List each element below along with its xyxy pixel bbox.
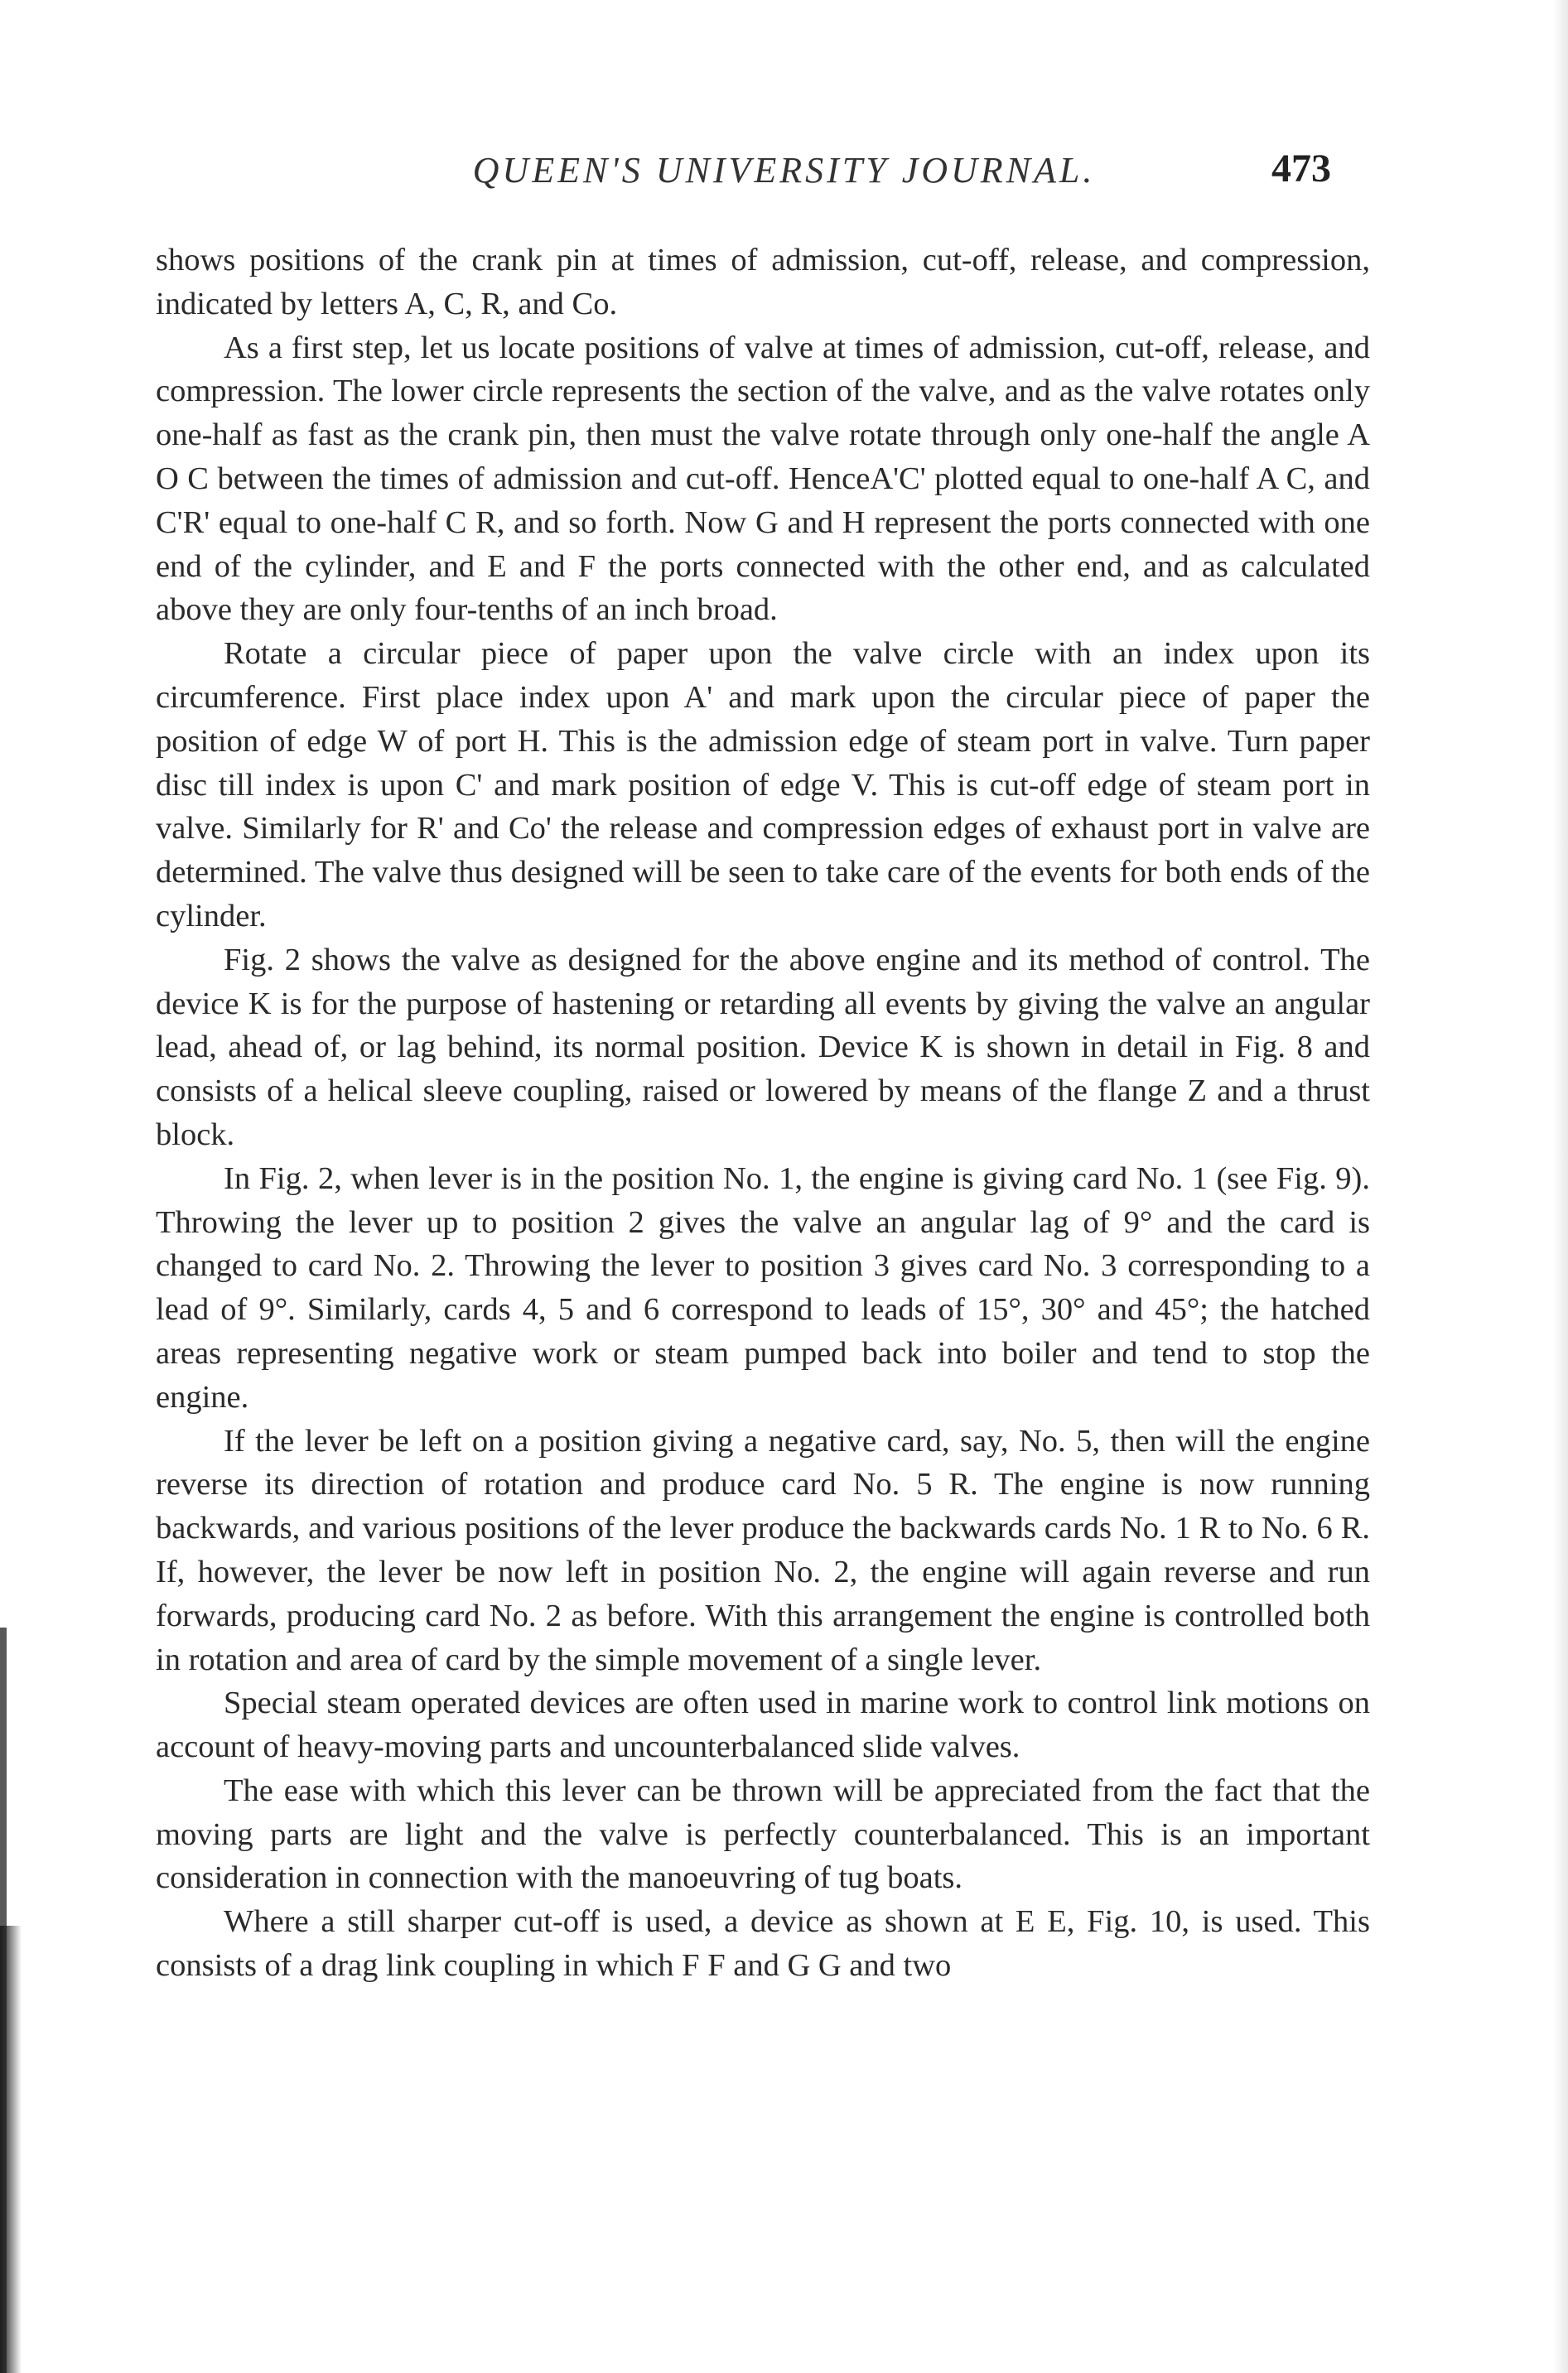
body-text [156,239,1370,1988]
page-number: 473 [1271,147,1331,191]
paragraph: shows positions of the crank pin at times of admission, cut-off, release, and compression, indicated by letters A, C, R, and Co. [156,243,1370,321]
paragraph: Special steam operated devices are often used in marine work to control link motions on account of heavy-moving parts and uncounterbalanced slide valves. [156,1686,1370,1765]
running-title: QUEEN'S UNIVERSITY JOURNAL. [472,150,1096,191]
paragraph: As a first step, let us locate positions of valve at times of admission, cut-off, release, and compression. The lower circle represents the section of the valve, and as the valve rotates only one-half as fast as the crank pin, then must the valve rotate through only one-half the angle A O C between the times of admission and cut-off. HenceA'C' plotted equal to one-half A C, and C'R' equal to one-half C R, and so forth. Now G and H represent the ports connected with one end of the cylinder, and E and F the ports connected with the other end, and as calculated above they are only four-tenths of an inch broad. [156,330,1370,628]
paragraph: In Fig. 2, when lever is in the position No. 1, the engine is giving card No. 1 (see Fig. 9). Throwing the lever up to position 2 gives the valve an angular lag of 9° and the card is changed to card No. 2. Throwing the lever to position 3 gives card No. 3 corresponding to a lead of 9°. Similarly, cards 4, 5 and 6 correspond to leads of 15°, 30° and 45°; the hatched areas representing negative work or steam pumped back into boiler and tend to stop the engine. [156,1160,1370,1415]
paragraph: If the lever be left on a position giving a negative card, say, No. 5, then will the engine reverse its direction of rotation and produce card No. 5 R. The engine is now running backwards, and various positions of the lever produce the backwards cards No. 1 R to No. 6 R. If, however, the lever be now left in position No. 2, the engine will again reverse and run forwards, producing card No. 2 as before. With this arrangement the engine is controlled both in rotation and area of card by the simple movement of a single lever. [156,1423,1370,1677]
binding-edge [0,1628,7,2373]
paragraph: Where a still sharper cut-off is used, a device as shown at E E, Fig. 10, is used. This consists of a drag link coupling in which F F and G G and two [156,1904,1370,1984]
paragraph: The ease with which this lever can be thrown will be appreciated from the fact that the moving parts are light and the valve is perfectly counterbalanced. This is an important consideration in connection with the manoeuvring of tug boats. [156,1773,1370,1896]
paragraph: Rotate a circular piece of paper upon the valve circle with an index upon its circumference. First place index upon A' and mark upon the circular piece of paper the position of edge W of port H. This is the admission edge of steam port in valve. Turn paper disc till index is upon C' and mark position of edge V. This is cut-off edge of steam port in valve. Similarly for R' and Co' the release and compression edges of exhaust port in valve are determined. The valve thus designed will be seen to take care of the events for both ends of the cylinder. [156,636,1370,933]
paragraph: Fig. 2 shows the valve as designed for the above engine and its method of control. The device K is for the purpose of hastening or retarding all events by giving the valve an angular lead, ahead of, or lag behind, its normal position. Device K is shown in detail in Fig. 8 and consists of a helical sleeve coupling, raised or lowered by means of the flange Z and a thrust block. [156,942,1370,1152]
page-edge-shadow [1553,0,1568,2373]
